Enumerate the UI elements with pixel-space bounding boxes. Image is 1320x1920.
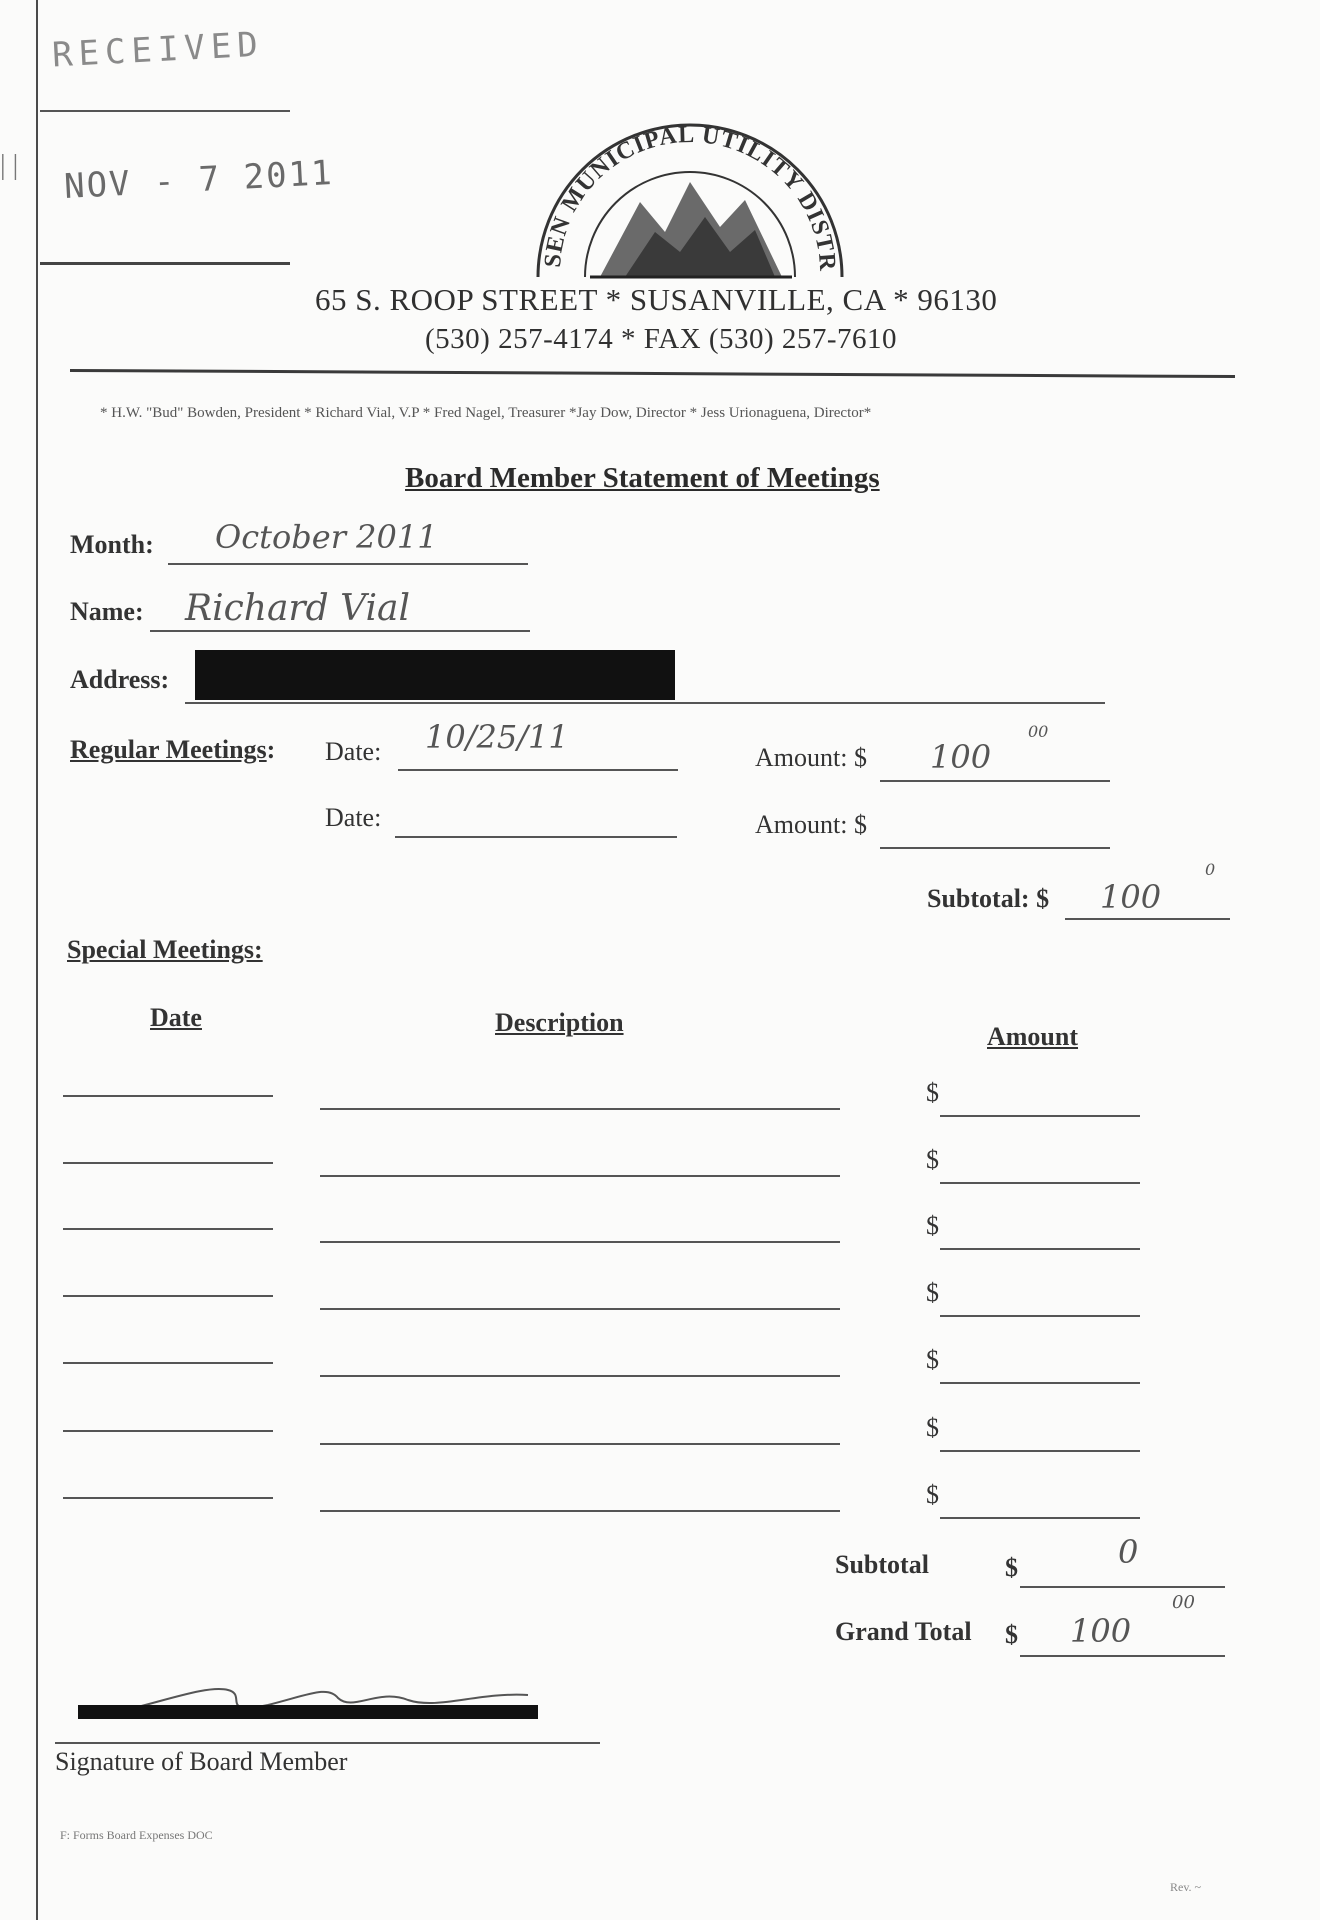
month-value: October 2011 — [215, 518, 438, 556]
logo-text: SEN MUNICIPAL UTILITY DISTR — [539, 121, 841, 273]
page-margin-line — [36, 0, 38, 1920]
regular-subtotal-line — [1065, 918, 1230, 920]
regular-amount-label-2: Amount: $ — [755, 810, 867, 839]
special-subtotal-dollar: $ — [1005, 1553, 1018, 1582]
special-amount-line — [940, 1450, 1140, 1452]
district-logo — [530, 112, 850, 287]
regular-amount-label-1: Amount: $ — [755, 743, 867, 772]
name-label: Name: — [70, 597, 144, 626]
signature-line — [55, 1742, 600, 1744]
special-date-line — [63, 1430, 273, 1432]
special-meetings-label: Special Meetings: — [67, 935, 263, 964]
signature-label: Signature of Board Member — [55, 1747, 348, 1776]
special-description-line — [320, 1108, 840, 1110]
special-subtotal-line — [1020, 1586, 1225, 1588]
regular-subtotal-cents: 0 — [1205, 860, 1216, 879]
grand-total-dollar: $ — [1005, 1620, 1018, 1649]
special-amount-dollar: $ — [926, 1345, 939, 1374]
scan-mark: | | — [0, 150, 19, 181]
special-amount-dollar: $ — [926, 1145, 939, 1174]
special-description-line — [320, 1241, 840, 1243]
regular-date-label-1: Date: — [325, 737, 382, 766]
special-description-line — [320, 1175, 840, 1177]
special-amount-line — [940, 1382, 1140, 1384]
grand-total-line — [1020, 1655, 1225, 1657]
grand-total-value: 100 — [1070, 1612, 1132, 1650]
letterhead-rule — [70, 369, 1235, 378]
regular-amount-line-2 — [880, 847, 1110, 849]
special-amount-dollar: $ — [926, 1278, 939, 1307]
special-subtotal-label: Subtotal — [835, 1550, 929, 1579]
special-date-line — [63, 1497, 273, 1499]
special-amount-dollar: $ — [926, 1480, 939, 1509]
month-field-line — [168, 563, 528, 565]
address-redaction — [195, 650, 675, 700]
grand-total-label: Grand Total — [835, 1617, 972, 1646]
letterhead-address: 65 S. ROOP STREET * SUSANVILLE, CA * 96130 — [315, 282, 998, 317]
received-stamp-date: NOV - 7 2011 — [63, 152, 335, 208]
special-amount-line — [940, 1315, 1140, 1317]
regular-date-line-1 — [398, 769, 678, 771]
special-date-line — [63, 1362, 273, 1364]
special-amount-dollar: $ — [926, 1211, 939, 1240]
special-amount-line — [940, 1115, 1140, 1117]
special-date-line — [63, 1295, 273, 1297]
letterhead-phone: (530) 257-4174 * FAX (530) 257-7610 — [425, 323, 898, 355]
special-amount-line — [940, 1182, 1140, 1184]
special-amount-dollar: $ — [926, 1413, 939, 1442]
signature-redaction — [78, 1705, 538, 1719]
special-amount-line — [940, 1248, 1140, 1250]
regular-date-label-2: Date: — [325, 803, 382, 832]
address-field-line — [185, 702, 1105, 704]
col-header-date: Date — [150, 1003, 202, 1032]
special-description-line — [320, 1443, 840, 1445]
special-description-line — [320, 1510, 840, 1512]
special-amount-line — [940, 1517, 1140, 1519]
regular-amount-cents-1: 00 — [1028, 722, 1049, 741]
col-header-description: Description — [495, 1008, 624, 1037]
special-subtotal-value: 0 — [1118, 1533, 1139, 1571]
name-field-line — [150, 630, 530, 632]
name-value: Richard Vial — [185, 588, 410, 629]
col-header-amount: Amount — [987, 1022, 1079, 1051]
regular-meetings-label: Regular Meetings: — [70, 735, 276, 764]
regular-subtotal-value: 100 — [1100, 878, 1162, 916]
address-label: Address: — [70, 665, 170, 694]
month-label: Month: — [70, 530, 154, 559]
regular-date-line-2 — [395, 836, 677, 838]
grand-total-cents: 00 — [1172, 1592, 1195, 1613]
regular-date-value-1: 10/25/11 — [425, 718, 569, 756]
special-amount-dollar: $ — [926, 1078, 939, 1107]
regular-amount-line-1 — [880, 780, 1110, 782]
regular-subtotal-label: Subtotal: $ — [927, 884, 1050, 913]
form-title: Board Member Statement of Meetings — [405, 462, 880, 494]
footer-file-note: F: Forms Board Expenses DOC — [60, 1828, 213, 1842]
regular-amount-value-1: 100 — [930, 738, 992, 776]
special-description-line — [320, 1308, 840, 1310]
directors-list: * H.W. "Bud" Bowden, President * Richard Vial, V.P * Fred Nagel, Treasurer *Jay Dow, Director * Jess Urionaguena, Director* — [100, 405, 872, 421]
footer-page-mark: Rev. ~ — [1170, 1880, 1202, 1894]
special-description-line — [320, 1375, 840, 1377]
special-date-line — [63, 1162, 273, 1164]
received-stamp-text: RECEIVED — [51, 24, 265, 76]
special-date-line — [63, 1228, 273, 1230]
special-date-line — [63, 1095, 273, 1097]
